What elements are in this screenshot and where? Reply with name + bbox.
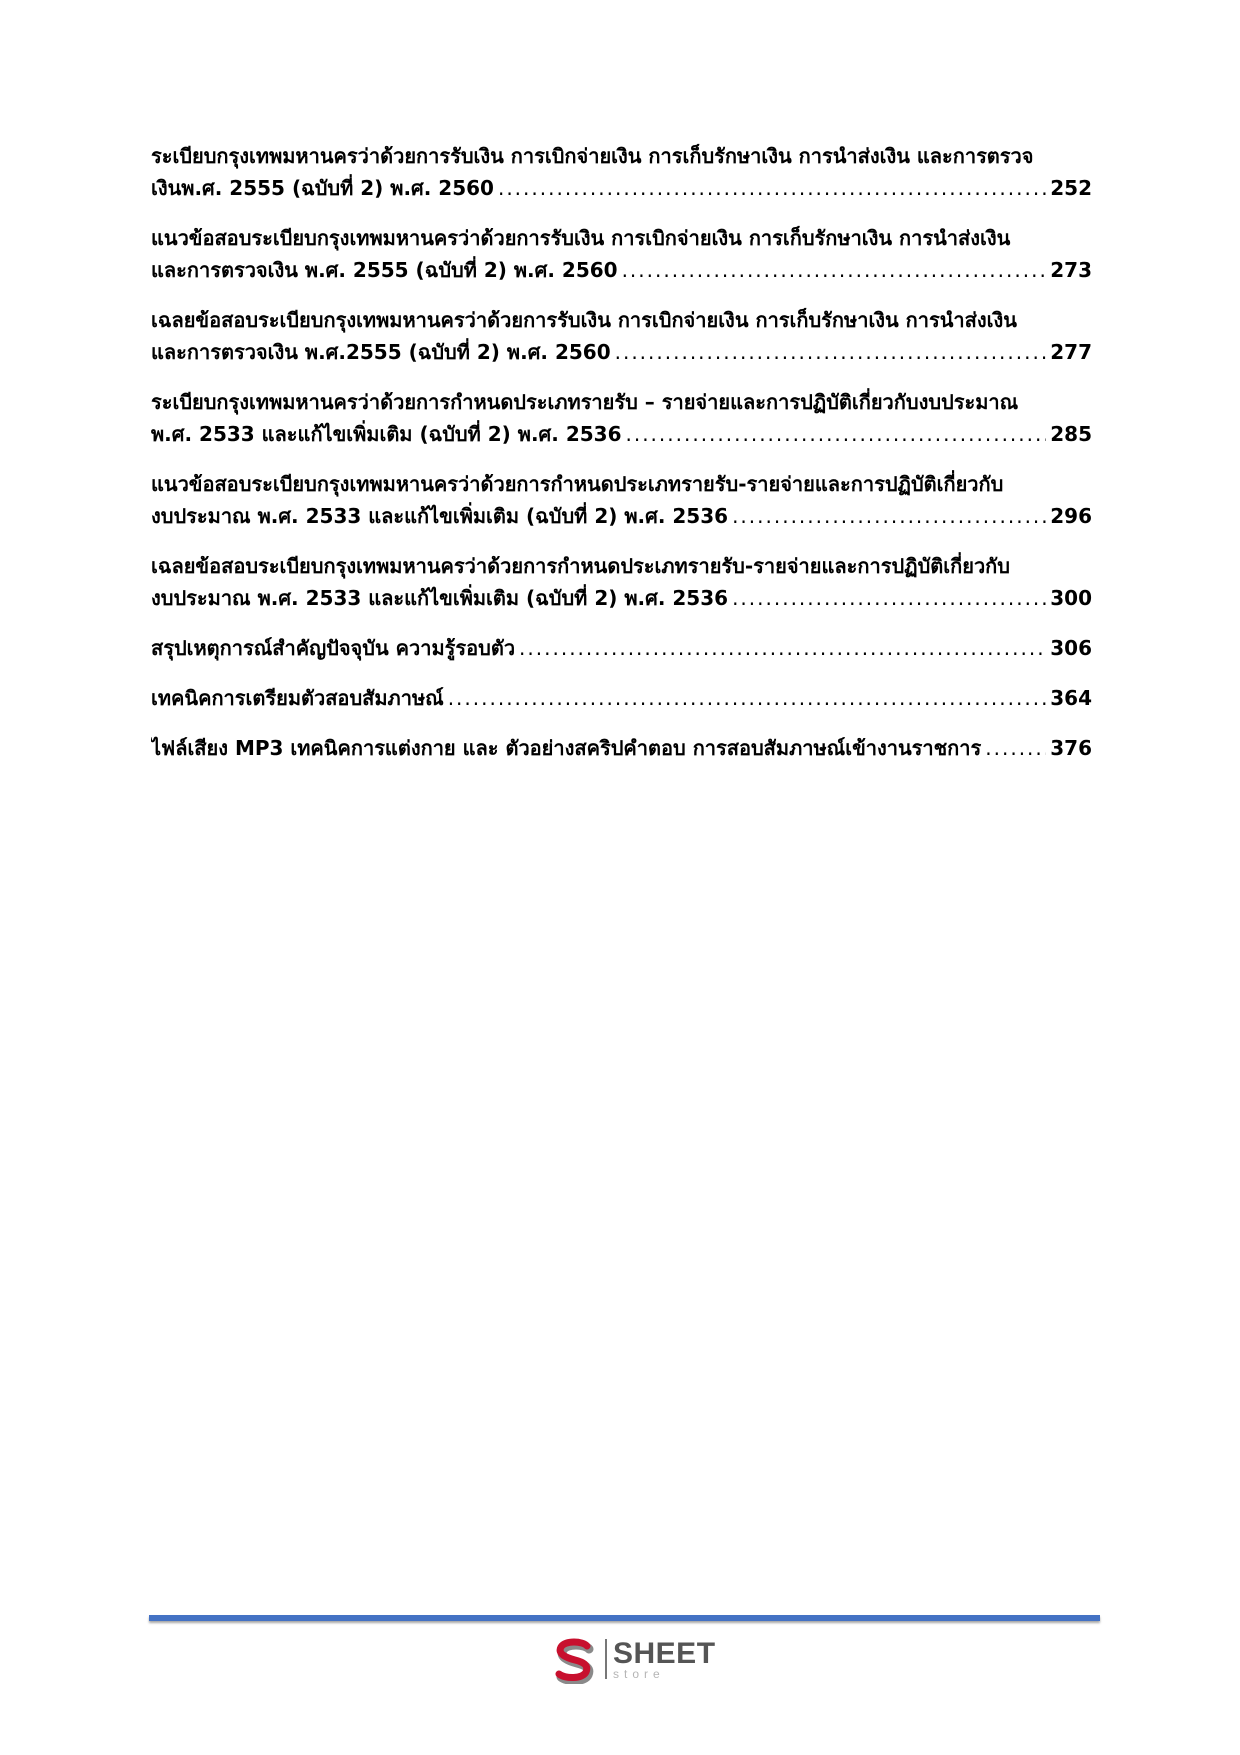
dot-leader bbox=[519, 632, 1046, 664]
toc-entry[interactable] bbox=[151, 550, 1092, 614]
toc-entry-title-line: เฉลยข้อสอบระเบียบกรุงเทพมหานครว่าด้วยการกำหนดประเภทรายรับ-รายจ่ายและการปฏิบัติเกี่ยวกับ bbox=[151, 554, 1010, 578]
toc-entry-last-line bbox=[151, 732, 1092, 764]
toc-entry-title-end: สรุปเหตุการณ์สำคัญปัจจุบัน ความรู้รอบตัว bbox=[151, 636, 516, 660]
toc-entry-title-end: เงินพ.ศ. 2555 (ฉบับที่ 2) พ.ศ. 2560 bbox=[151, 176, 494, 200]
dot-leader bbox=[625, 418, 1046, 450]
dot-leader bbox=[448, 682, 1047, 714]
toc-entry-last-line bbox=[151, 172, 1092, 204]
toc-entry-last-line bbox=[151, 500, 1092, 532]
toc-entry-title-end: งบประมาณ พ.ศ. 2533 และแก้ไขเพิ่มเติม (ฉบับที่ 2) พ.ศ. 2536 bbox=[151, 586, 729, 610]
dot-leader bbox=[732, 500, 1046, 532]
toc-page-number: 300 bbox=[1050, 586, 1092, 610]
toc-page-number: 296 bbox=[1050, 504, 1092, 528]
toc-page-number: 376 bbox=[1050, 736, 1092, 760]
toc-entry[interactable] bbox=[151, 732, 1092, 764]
toc-entry[interactable] bbox=[151, 682, 1092, 714]
toc-entry-last-line bbox=[151, 418, 1092, 450]
toc-entry-title-end: งบประมาณ พ.ศ. 2533 และแก้ไขเพิ่มเติม (ฉบับที่ 2) พ.ศ. 2536 bbox=[151, 504, 729, 528]
toc-entry[interactable] bbox=[151, 140, 1092, 204]
toc-entry-title-line: แนวข้อสอบระเบียบกรุงเทพมหานครว่าด้วยการรับเงิน การเบิกจ่ายเงิน การเก็บรักษาเงิน การนำส่งเงิน bbox=[151, 226, 1011, 250]
toc-page-number: 252 bbox=[1050, 176, 1092, 200]
toc-entry-title-end: พ.ศ. 2533 และแก้ไขเพิ่มเติม (ฉบับที่ 2) พ.ศ. 2536 bbox=[151, 422, 622, 446]
toc-entry-title-end: เทคนิคการเตรียมตัวสอบสัมภาษณ์ bbox=[151, 686, 444, 710]
toc-entry-last-line bbox=[151, 254, 1092, 286]
toc-entry-title-end: และการตรวจเงิน พ.ศ. 2555 (ฉบับที่ 2) พ.ศ. 2560 bbox=[151, 258, 618, 282]
toc-entry[interactable] bbox=[151, 468, 1092, 532]
logo-wordmark bbox=[613, 1636, 716, 1681]
toc-page-number: 364 bbox=[1050, 686, 1092, 710]
toc-entry[interactable] bbox=[151, 222, 1092, 286]
dot-leader bbox=[498, 172, 1046, 204]
toc-entry-title-line: ระเบียบกรุงเทพมหานครว่าด้วยการกำหนดประเภทรายรับ – รายจ่ายและการปฏิบัติเกี่ยวกับงบประมาณ bbox=[151, 390, 1019, 414]
dot-leader bbox=[615, 336, 1047, 368]
toc-page-number: 306 bbox=[1050, 636, 1092, 660]
dot-leader bbox=[985, 732, 1046, 764]
dot-leader bbox=[622, 254, 1047, 286]
toc-entry-last-line bbox=[151, 336, 1092, 368]
toc-entry-title-end: และการตรวจเงิน พ.ศ.2555 (ฉบับที่ 2) พ.ศ. 2560 bbox=[151, 340, 611, 364]
sheet-store-logo bbox=[549, 1633, 716, 1685]
logo-mark-icon bbox=[549, 1634, 599, 1684]
toc-entry[interactable] bbox=[151, 386, 1092, 450]
toc-entry-title-end: ไฟล์เสียง MP3 เทคนิคการแต่งกาย และ ตัวอย่างสคริปคำตอบ การสอบสัมภาษณ์เข้างานราชการ bbox=[151, 736, 982, 760]
toc-page-number: 277 bbox=[1050, 340, 1092, 364]
toc-entry[interactable] bbox=[151, 632, 1092, 664]
footer-rule bbox=[149, 1615, 1100, 1621]
toc-entry-title-line: เฉลยข้อสอบระเบียบกรุงเทพมหานครว่าด้วยการรับเงิน การเบิกจ่ายเงิน การเก็บรักษาเงิน การนำส่งเงิน bbox=[151, 308, 1017, 332]
toc-entry-last-line bbox=[151, 632, 1092, 664]
toc-page-number: 273 bbox=[1050, 258, 1092, 282]
logo-word: SHEET bbox=[613, 1636, 716, 1670]
toc-entry-last-line bbox=[151, 582, 1092, 614]
table-of-contents bbox=[151, 140, 1092, 782]
toc-entry[interactable] bbox=[151, 304, 1092, 368]
logo-subword: store bbox=[613, 1666, 665, 1681]
toc-entry-last-line bbox=[151, 682, 1092, 714]
toc-entry-title-line: ระเบียบกรุงเทพมหานครว่าด้วยการรับเงิน การเบิกจ่ายเงิน การเก็บรักษาเงิน การนำส่งเงิน และการตรวจ bbox=[151, 144, 1034, 168]
logo-divider bbox=[605, 1639, 607, 1679]
toc-page-number: 285 bbox=[1050, 422, 1092, 446]
dot-leader bbox=[732, 582, 1046, 614]
toc-entry-title-line: แนวข้อสอบระเบียบกรุงเทพมหานครว่าด้วยการกำหนดประเภทรายรับ-รายจ่ายและการปฏิบัติเกี่ยวกับ bbox=[151, 472, 1004, 496]
